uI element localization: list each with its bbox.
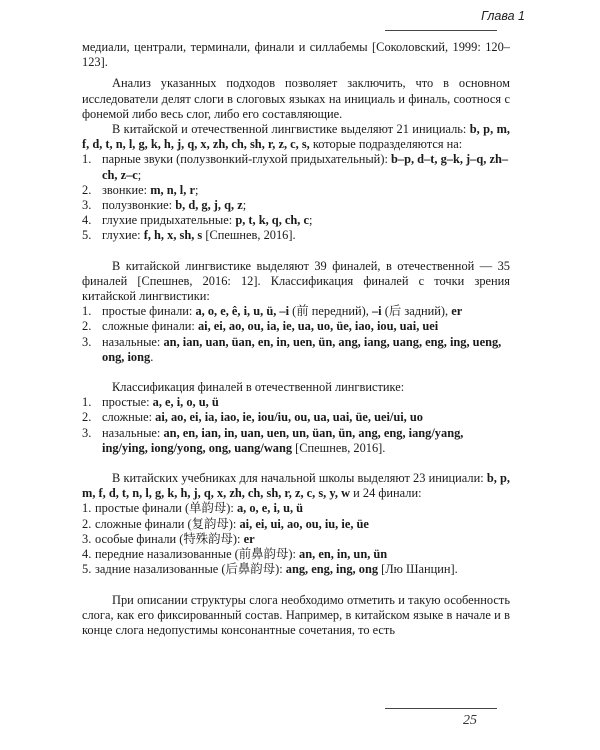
paragraph-3 bbox=[82, 122, 510, 152]
page-number: 25 bbox=[463, 713, 477, 728]
page-content bbox=[82, 40, 510, 638]
list-item: 1. простые финали (单韵母): a, o, e, i, u, ü bbox=[82, 501, 304, 516]
initials-list bbox=[82, 152, 510, 243]
paragraph-3-tail: которые подразделяются на: bbox=[312, 137, 463, 152]
list-item: 2. сложные финали: ai, ei, ao, ou, ia, ie, ua, uo, üe, iao, iou, uai, uei bbox=[82, 319, 439, 334]
paragraph-4: В китайской лингвистике выделяют 39 финалей, в отечественной — 35 финалей [Спешнев, 2016: 12]. Классификация финалей с точки зрения китайской лингвистики: bbox=[82, 258, 510, 304]
paragraph-6-initials: b, p, m, f, d, t, n, l, g, k, h, j, q, x, zh, ch, sh, r, z, c, s, y, w bbox=[82, 471, 510, 501]
list-item: 3. назальные: an, ian, uan, üan, en, in, uen, ün, ang, iang, uang, eng, ing, ueng, ong, iong. bbox=[82, 334, 502, 364]
paragraph-2: Анализ указанных подходов позволяет заключить, что в основном исследователи делят слоги в слоговых языках на инициаль и финаль, соотнося с фонемой либо весь слог, либо его составляющие. bbox=[82, 76, 510, 121]
paragraph-3-initials: b, p, m, f, d, t, n, l, g, k, h, j, q, x, zh, ch, sh, r, z, c, s, bbox=[82, 122, 510, 152]
list-item: 4. глухие придыхательные: p, t, k, q, ch, c; bbox=[82, 213, 313, 228]
list-item: 5. глухие: f, h, x, sh, s [Спешнев, 2016]. bbox=[82, 228, 296, 243]
list-item: 2. звонкие: m, n, l, r; bbox=[82, 182, 199, 197]
list-item: 1. простые финали: a, o, e, ê, i, u, ü, –i (前 передний), –i (后 задний), er bbox=[82, 304, 463, 319]
list-item: 1. простые: a, e, i, o, u, ü bbox=[82, 395, 219, 410]
paragraph-6 bbox=[82, 471, 510, 501]
list-item: 2. сложные: ai, ao, ei, ia, iao, ie, iou/iu, ou, ua, uai, üe, uei/ui, uo bbox=[82, 410, 423, 425]
list-item: 2. сложные финали (复韵母): ai, ei, ui, ao, ou, iu, ie, üe bbox=[82, 516, 369, 531]
paragraph-6-lead: В китайских учебниках для начальной школы выделяют 23 инициали: bbox=[112, 471, 484, 486]
list-item: 3. полузвонкие: b, d, g, j, q, z; bbox=[82, 198, 247, 213]
list-item: 3. особые финали (特殊韵母): er bbox=[82, 531, 255, 546]
list-item: 5. задние назализованные (后鼻韵母): ang, eng, ing, ong [Лю Шанцин]. bbox=[82, 562, 458, 577]
paragraph-7: При описании структуры слога необходимо отметить и такую особенность слога, как его фиксированный состав. Например, в китайском языке в начале и в конце слога недопустимы консонантные сочетания, то есть bbox=[82, 592, 510, 637]
russian-finals-list bbox=[82, 395, 510, 456]
chinese-finals-list bbox=[82, 304, 510, 365]
paragraph-5: Классификация финалей в отечественной лингвистике: bbox=[112, 380, 405, 395]
footer-rule bbox=[385, 708, 497, 709]
textbook-finals-list bbox=[82, 501, 510, 577]
list-item: 3. назальные: an, en, ian, in, uan, uen, un, üan, ün, ang, eng, iang/yang, ing/ying, iong/yong, ong, uang/wang [Спешнев, 2016]. bbox=[82, 425, 464, 455]
header-rule bbox=[385, 30, 497, 31]
paragraph-6-tail: и 24 финали: bbox=[353, 486, 422, 501]
paragraph-3-lead: В китайской и отечественной лингвистике выделяют 21 инициаль: bbox=[112, 122, 467, 137]
list-item: 1. парные звуки (полузвонкий-глухой придыхательный): b–p, d–t, g–k, j–q, zh–ch, z–c; bbox=[82, 152, 509, 182]
paragraph-1: медиали, централи, терминали, финали и силлабемы [Соколовский, 1999: 120–123]. bbox=[82, 40, 510, 70]
chapter-header: Глава 1 bbox=[481, 9, 525, 23]
list-item: 4. передние назализованные (前鼻韵母): an, en, in, un, ün bbox=[82, 547, 388, 562]
